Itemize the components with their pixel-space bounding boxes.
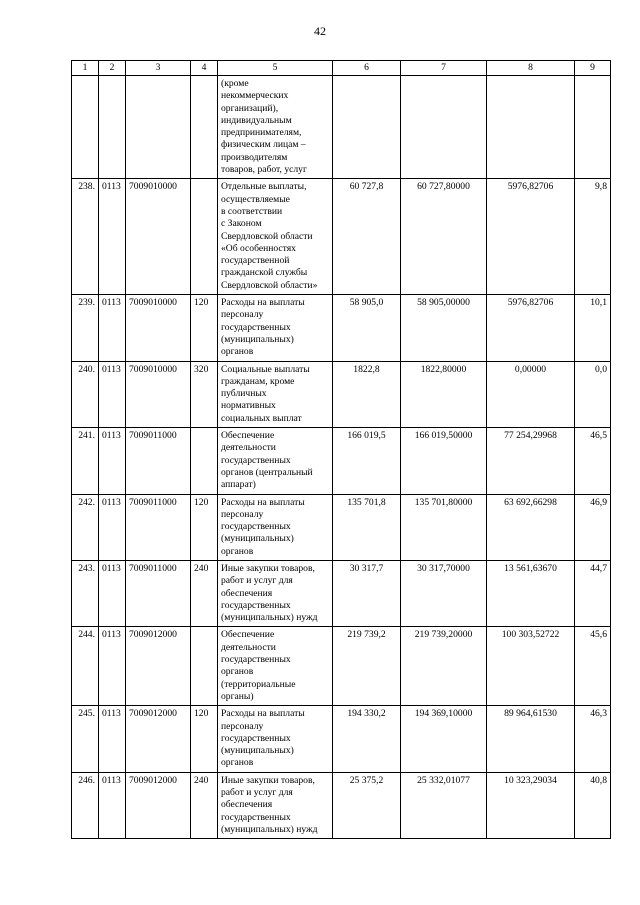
table-row [72,494,611,560]
approved-amount: 219 739,2 [333,627,401,706]
table-row [72,179,611,295]
target-article: 7009012000 [126,706,191,772]
row-number: 244. [72,627,99,706]
budget-table [71,60,611,839]
row-number: 245. [72,706,99,772]
execution-percent: 44,7 [575,560,611,626]
col-header-9: 9 [575,61,611,76]
approved-amount: 30 317,7 [333,560,401,626]
table-row [72,627,611,706]
col-header-6: 6 [333,61,401,76]
row-number: 238. [72,179,99,295]
section-code [99,76,126,179]
execution-percent: 0,0 [575,361,611,427]
expense-name: Иные закупки товаров, работ и услуг для обеспечения государственных (муниципальных) нужд [218,560,333,626]
execution-percent [575,76,611,179]
col-header-8: 8 [487,61,575,76]
header-row [72,61,611,76]
section-code: 0113 [99,772,126,838]
approved-amount [333,76,401,179]
target-article: 7009010000 [126,295,191,361]
col-header-3: 3 [126,61,191,76]
col-header-1: 1 [72,61,99,76]
planned-amount: 25 332,01077 [401,772,487,838]
expense-type [191,76,218,179]
executed-amount: 77 254,29968 [487,428,575,494]
executed-amount: 0,00000 [487,361,575,427]
target-article: 7009011000 [126,494,191,560]
expense-type [191,179,218,295]
planned-amount: 194 369,10000 [401,706,487,772]
col-header-5: 5 [218,61,333,76]
approved-amount: 25 375,2 [333,772,401,838]
section-code: 0113 [99,428,126,494]
executed-amount: 5976,82706 [487,179,575,295]
row-number [72,76,99,179]
section-code: 0113 [99,494,126,560]
target-article: 7009011000 [126,428,191,494]
approved-amount: 194 330,2 [333,706,401,772]
approved-amount: 135 701,8 [333,494,401,560]
execution-percent: 46,9 [575,494,611,560]
section-code: 0113 [99,179,126,295]
approved-amount: 60 727,8 [333,179,401,295]
section-code: 0113 [99,627,126,706]
planned-amount: 219 739,20000 [401,627,487,706]
row-number: 240. [72,361,99,427]
row-number: 239. [72,295,99,361]
approved-amount: 58 905,0 [333,295,401,361]
execution-percent: 9,8 [575,179,611,295]
section-code: 0113 [99,295,126,361]
planned-amount: 166 019,50000 [401,428,487,494]
table-row [72,295,611,361]
execution-percent: 40,8 [575,772,611,838]
table-body [72,76,611,839]
target-article: 7009010000 [126,179,191,295]
expense-name: Обеспечение деятельности государственных органов (территориальные органы) [218,627,333,706]
expense-name: (кроме некоммерческих организаций), индивидуальным предпринимателям, физическим лицам – производителям товаров, работ, услуг [218,76,333,179]
section-code: 0113 [99,560,126,626]
row-number: 246. [72,772,99,838]
executed-amount: 10 323,29034 [487,772,575,838]
executed-amount [487,76,575,179]
table-row [72,76,611,179]
expense-name: Расходы на выплаты персоналу государственных (муниципальных) органов [218,494,333,560]
approved-amount: 1822,8 [333,361,401,427]
execution-percent: 46,5 [575,428,611,494]
target-article: 7009011000 [126,560,191,626]
target-article: 7009012000 [126,627,191,706]
expense-type [191,627,218,706]
executed-amount: 89 964,61530 [487,706,575,772]
executed-amount: 100 303,52722 [487,627,575,706]
expense-name: Социальные выплаты гражданам, кроме публичных нормативных социальных выплат [218,361,333,427]
table-row [72,361,611,427]
expense-type: 120 [191,706,218,772]
executed-amount: 13 561,63670 [487,560,575,626]
planned-amount: 60 727,80000 [401,179,487,295]
expense-type: 120 [191,494,218,560]
executed-amount: 63 692,66298 [487,494,575,560]
col-header-2: 2 [99,61,126,76]
execution-percent: 45,6 [575,627,611,706]
planned-amount: 58 905,00000 [401,295,487,361]
expense-type: 120 [191,295,218,361]
planned-amount: 1822,80000 [401,361,487,427]
planned-amount: 135 701,80000 [401,494,487,560]
executed-amount: 5976,82706 [487,295,575,361]
page-number: 42 [314,24,326,38]
row-number: 242. [72,494,99,560]
execution-percent: 46,3 [575,706,611,772]
expense-type [191,428,218,494]
table-row [72,560,611,626]
row-number: 243. [72,560,99,626]
col-header-4: 4 [191,61,218,76]
section-code: 0113 [99,706,126,772]
expense-type: 240 [191,560,218,626]
target-article [126,76,191,179]
expense-name: Расходы на выплаты персоналу государственных (муниципальных) органов [218,706,333,772]
expense-name: Расходы на выплаты персоналу государственных (муниципальных) органов [218,295,333,361]
expense-name: Отдельные выплаты, осуществляемые в соответствии с Законом Свердловской области «Об особенностях государственной гражданской службы Свердловской области» [218,179,333,295]
execution-percent: 10,1 [575,295,611,361]
section-code: 0113 [99,361,126,427]
col-header-7: 7 [401,61,487,76]
table-row [72,772,611,838]
expense-name: Иные закупки товаров, работ и услуг для обеспечения государственных (муниципальных) нужд [218,772,333,838]
approved-amount: 166 019,5 [333,428,401,494]
expense-name: Обеспечение деятельности государственных органов (центральный аппарат) [218,428,333,494]
planned-amount [401,76,487,179]
target-article: 7009012000 [126,772,191,838]
row-number: 241. [72,428,99,494]
planned-amount: 30 317,70000 [401,560,487,626]
expense-type: 240 [191,772,218,838]
target-article: 7009010000 [126,361,191,427]
expense-type: 320 [191,361,218,427]
table-row [72,706,611,772]
table-row [72,428,611,494]
